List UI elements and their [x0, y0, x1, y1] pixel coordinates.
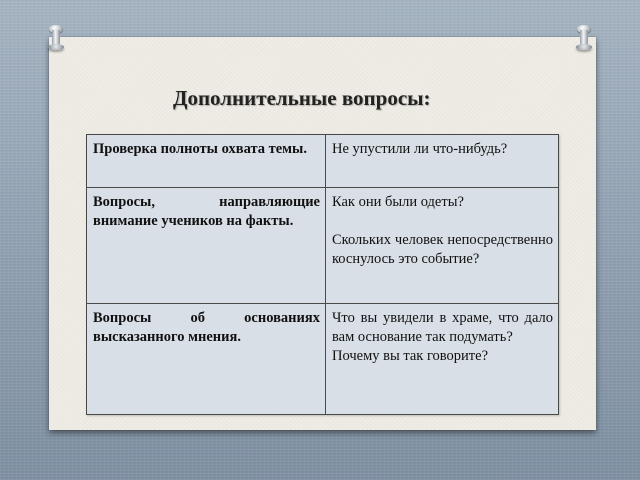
question-category: Проверка полноты охвата темы.: [87, 135, 326, 188]
questions-table: [86, 134, 559, 415]
example-questions: [326, 304, 559, 415]
example-question: Не упустили ли что-нибудь?: [332, 141, 508, 157]
table-row: [87, 135, 559, 188]
example-question: Скольких человек непосредственно коснулось это событие?: [332, 232, 553, 267]
slide-title: Дополнительные вопросы:: [173, 86, 431, 110]
push-pin-icon: [573, 25, 595, 51]
example-question: Как они были одеты?: [332, 194, 464, 210]
example-questions: [326, 135, 559, 188]
table-row: [87, 188, 559, 304]
table-row: [87, 304, 559, 415]
example-questions: [326, 188, 559, 304]
push-pin-icon: [45, 25, 67, 51]
question-category: Вопросы об основаниях высказанного мнения.: [87, 304, 326, 415]
example-question: Почему вы так говорите?: [332, 348, 489, 364]
question-category: Вопросы, направляющие внимание учеников на факты.: [87, 188, 326, 304]
example-question: Что вы увидели в храме, что дало вам основание так подумать?: [332, 310, 553, 345]
